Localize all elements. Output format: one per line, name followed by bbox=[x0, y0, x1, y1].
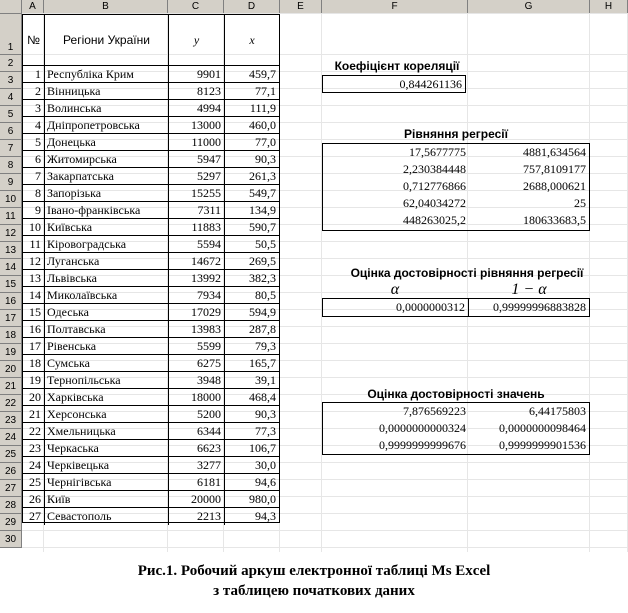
gridline-row bbox=[22, 547, 628, 548]
region-number[interactable]: 20 bbox=[23, 389, 45, 406]
region-name[interactable]: Сумська bbox=[45, 355, 169, 372]
region-y[interactable]: 5947 bbox=[169, 151, 225, 168]
region-x[interactable]: 79,3 bbox=[225, 338, 279, 355]
regression-box bbox=[322, 143, 590, 231]
region-number[interactable]: 26 bbox=[23, 491, 45, 508]
region-y[interactable]: 13000 bbox=[169, 117, 225, 134]
region-name[interactable]: Севастополь bbox=[45, 508, 169, 525]
region-y[interactable]: 14672 bbox=[169, 253, 225, 270]
region-x[interactable]: 460,0 bbox=[225, 117, 279, 134]
region-number[interactable]: 1 bbox=[23, 66, 45, 83]
region-x[interactable]: 287,8 bbox=[225, 321, 279, 338]
region-x[interactable]: 269,5 bbox=[225, 253, 279, 270]
region-name[interactable]: Миколаївська bbox=[45, 287, 169, 304]
row-header-25[interactable]: 25 bbox=[0, 446, 22, 463]
row-header-4[interactable]: 4 bbox=[0, 89, 22, 106]
region-name[interactable]: Херсонська bbox=[45, 406, 169, 423]
reliability-equation-box bbox=[322, 298, 590, 317]
region-name[interactable]: Закарпатська bbox=[45, 168, 169, 185]
region-name[interactable]: Харківська bbox=[45, 389, 169, 406]
header-number: № bbox=[23, 15, 45, 66]
region-x[interactable]: 261,3 bbox=[225, 168, 279, 185]
region-name[interactable]: Луганська bbox=[45, 253, 169, 270]
region-number[interactable]: 5 bbox=[23, 134, 45, 151]
row-header-10[interactable]: 10 bbox=[0, 191, 22, 208]
reliability-values-cell[interactable]: 0,9999999901536 bbox=[499, 438, 586, 452]
region-name[interactable]: Кіровоградська bbox=[45, 236, 169, 253]
region-y[interactable]: 7934 bbox=[169, 287, 225, 304]
region-y[interactable]: 7311 bbox=[169, 202, 225, 219]
region-y[interactable]: 11000 bbox=[169, 134, 225, 151]
region-x[interactable]: 382,3 bbox=[225, 270, 279, 287]
row-header-15[interactable]: 15 bbox=[0, 276, 22, 293]
region-y[interactable]: 5594 bbox=[169, 236, 225, 253]
region-y[interactable]: 17029 bbox=[169, 304, 225, 321]
row-header-16[interactable]: 16 bbox=[0, 293, 22, 310]
region-x[interactable]: 50,5 bbox=[225, 236, 279, 253]
region-number[interactable]: 25 bbox=[23, 474, 45, 491]
region-name[interactable]: Запорізька bbox=[45, 185, 169, 202]
region-x[interactable]: 590,7 bbox=[225, 219, 279, 236]
region-y[interactable]: 5200 bbox=[169, 406, 225, 423]
row-header-18[interactable]: 18 bbox=[0, 327, 22, 344]
region-x[interactable]: 77,0 bbox=[225, 134, 279, 151]
correlation-value[interactable]: 0,844261136 bbox=[399, 77, 462, 91]
region-name[interactable]: Дніпропетровська bbox=[45, 117, 169, 134]
region-y[interactable]: 3948 bbox=[169, 372, 225, 389]
row-header-28[interactable]: 28 bbox=[0, 497, 22, 514]
select-all-corner[interactable] bbox=[0, 0, 22, 14]
row-header-6[interactable]: 6 bbox=[0, 123, 22, 140]
column-header-f[interactable]: F bbox=[322, 0, 468, 14]
header-x: x bbox=[225, 15, 279, 66]
row-header-27[interactable]: 27 bbox=[0, 480, 22, 497]
region-x[interactable]: 134,9 bbox=[225, 202, 279, 219]
row-header-23[interactable]: 23 bbox=[0, 412, 22, 429]
region-number[interactable]: 7 bbox=[23, 168, 45, 185]
alpha-value[interactable]: 0,0000000312 bbox=[323, 299, 469, 316]
row-header-20[interactable]: 20 bbox=[0, 361, 22, 378]
regression-cell[interactable]: 25 bbox=[574, 196, 586, 210]
region-x[interactable]: 594,9 bbox=[225, 304, 279, 321]
region-number[interactable]: 24 bbox=[23, 457, 45, 474]
region-number[interactable]: 13 bbox=[23, 270, 45, 287]
region-y[interactable]: 5297 bbox=[169, 168, 225, 185]
row-header-22[interactable]: 22 bbox=[0, 395, 22, 412]
region-name[interactable]: Житомирська bbox=[45, 151, 169, 168]
region-number[interactable]: 6 bbox=[23, 151, 45, 168]
region-y[interactable]: 4994 bbox=[169, 100, 225, 117]
region-x[interactable]: 80,5 bbox=[225, 287, 279, 304]
region-y[interactable]: 6181 bbox=[169, 474, 225, 491]
row-header-26[interactable]: 26 bbox=[0, 463, 22, 480]
row-header-13[interactable]: 13 bbox=[0, 242, 22, 259]
region-x[interactable]: 549,7 bbox=[225, 185, 279, 202]
region-y[interactable]: 11883 bbox=[169, 219, 225, 236]
region-x[interactable]: 459,7 bbox=[225, 66, 279, 83]
row-header-19[interactable]: 19 bbox=[0, 344, 22, 361]
regression-cell[interactable]: 2688,000621 bbox=[523, 179, 586, 193]
reliability-values-label: Оцінка достовірності значень bbox=[367, 387, 545, 401]
region-number[interactable]: 14 bbox=[23, 287, 45, 304]
region-x[interactable]: 980,0 bbox=[225, 491, 279, 508]
correlation-label: Коефіцієнт кореляції bbox=[334, 59, 460, 73]
row-header-5[interactable]: 5 bbox=[0, 106, 22, 123]
region-y[interactable]: 5599 bbox=[169, 338, 225, 355]
region-name[interactable]: Київ bbox=[45, 491, 169, 508]
region-name[interactable]: Чернігівська bbox=[45, 474, 169, 491]
region-number[interactable]: 27 bbox=[23, 508, 45, 525]
row-header-30[interactable]: 30 bbox=[0, 531, 22, 548]
row-header-17[interactable]: 17 bbox=[0, 310, 22, 327]
region-number[interactable]: 21 bbox=[23, 406, 45, 423]
reliability-values-cell[interactable]: 7,876569223 bbox=[403, 404, 466, 418]
row-header-14[interactable]: 14 bbox=[0, 259, 22, 276]
row-header-29[interactable]: 29 bbox=[0, 514, 22, 531]
region-number[interactable]: 11 bbox=[23, 236, 45, 253]
region-y[interactable]: 20000 bbox=[169, 491, 225, 508]
region-y[interactable]: 18000 bbox=[169, 389, 225, 406]
regression-cell[interactable]: 448263025,2 bbox=[403, 213, 466, 227]
region-y[interactable]: 13992 bbox=[169, 270, 225, 287]
regression-cell[interactable]: 62,04034272 bbox=[403, 196, 466, 210]
region-number[interactable]: 9 bbox=[23, 202, 45, 219]
column-header-b[interactable]: B bbox=[44, 0, 168, 14]
column-header-g[interactable]: G bbox=[468, 0, 590, 14]
region-name[interactable]: Львівська bbox=[45, 270, 169, 287]
region-name[interactable]: Республіка Крим bbox=[45, 66, 169, 83]
reliability-values-cell[interactable]: 0,0000000000324 bbox=[379, 421, 466, 435]
row-header-7[interactable]: 7 bbox=[0, 140, 22, 157]
region-number[interactable]: 22 bbox=[23, 423, 45, 440]
row-header-3[interactable]: 3 bbox=[0, 72, 22, 89]
region-x[interactable]: 468,4 bbox=[225, 389, 279, 406]
column-header-a[interactable]: A bbox=[22, 0, 44, 14]
region-x[interactable]: 30,0 bbox=[225, 457, 279, 474]
row-header-9[interactable]: 9 bbox=[0, 174, 22, 191]
reliability-values-cell[interactable]: 0,0000000098464 bbox=[499, 421, 586, 435]
gridline-row bbox=[22, 530, 628, 531]
region-number[interactable]: 2 bbox=[23, 83, 45, 100]
row-header-1[interactable]: 1 bbox=[0, 14, 22, 55]
regression-cell[interactable]: 17,5677775 bbox=[409, 145, 466, 159]
region-number[interactable]: 10 bbox=[23, 219, 45, 236]
region-name[interactable]: Вінницька bbox=[45, 83, 169, 100]
region-x[interactable]: 106,7 bbox=[225, 440, 279, 457]
region-x[interactable]: 77,1 bbox=[225, 83, 279, 100]
row-header-24[interactable]: 24 bbox=[0, 429, 22, 446]
region-x[interactable]: 165,7 bbox=[225, 355, 279, 372]
region-y[interactable]: 13983 bbox=[169, 321, 225, 338]
figure-caption-line1: Рис.1. Робочий аркуш електронної таблиці Ms Excel bbox=[137, 563, 491, 579]
row-header-8[interactable]: 8 bbox=[0, 157, 22, 174]
region-name[interactable]: Тернопільська bbox=[45, 372, 169, 389]
row-header-12[interactable]: 12 bbox=[0, 225, 22, 242]
region-x[interactable]: 39,1 bbox=[225, 372, 279, 389]
region-x[interactable]: 90,3 bbox=[225, 406, 279, 423]
region-number[interactable]: 18 bbox=[23, 355, 45, 372]
figure-caption-line2: з таблицею початкових даних bbox=[213, 583, 415, 599]
region-name[interactable]: Черківецька bbox=[45, 457, 169, 474]
reliability-values-cell[interactable]: 0,9999999999676 bbox=[379, 438, 466, 452]
regression-cell[interactable]: 757,8109177 bbox=[523, 162, 586, 176]
region-number[interactable]: 16 bbox=[23, 321, 45, 338]
header-y: y bbox=[169, 15, 225, 66]
region-x[interactable]: 94,3 bbox=[255, 509, 276, 523]
region-y[interactable]: 6275 bbox=[169, 355, 225, 372]
one-minus-alpha-value[interactable]: 0,99999996883828 bbox=[493, 300, 586, 314]
regions-table bbox=[22, 14, 280, 523]
column-header-h[interactable]: H bbox=[590, 0, 628, 14]
region-y[interactable]: 6344 bbox=[169, 423, 225, 440]
region-number[interactable]: 8 bbox=[23, 185, 45, 202]
region-y[interactable]: 3277 bbox=[169, 457, 225, 474]
region-x[interactable]: 94,6 bbox=[225, 474, 279, 491]
region-name[interactable]: Одеська bbox=[45, 304, 169, 321]
region-number[interactable]: 4 bbox=[23, 117, 45, 134]
reliability-values-box bbox=[322, 402, 590, 455]
regression-cell[interactable]: 0,712776866 bbox=[403, 179, 466, 193]
region-number[interactable]: 15 bbox=[23, 304, 45, 321]
row-header-2[interactable]: 2 bbox=[0, 55, 22, 72]
regression-cell[interactable]: 180633683,5 bbox=[523, 213, 586, 227]
region-x[interactable]: 111,9 bbox=[225, 100, 279, 117]
header-region: Регіони України bbox=[45, 15, 169, 66]
correlation-box bbox=[322, 75, 466, 93]
region-x[interactable]: 90,3 bbox=[225, 151, 279, 168]
region-name[interactable]: Полтавська bbox=[45, 321, 169, 338]
region-name[interactable]: Черкаська bbox=[45, 440, 169, 457]
region-name[interactable]: Рівенська bbox=[45, 338, 169, 355]
region-name[interactable]: Івано-франківська bbox=[45, 202, 169, 219]
region-y[interactable]: 8123 bbox=[169, 83, 225, 100]
column-header-d[interactable]: D bbox=[224, 0, 280, 14]
region-y[interactable]: 9901 bbox=[169, 66, 225, 83]
region-y[interactable]: 15255 bbox=[169, 185, 225, 202]
region-x[interactable]: 77,3 bbox=[225, 423, 279, 440]
region-y[interactable]: 6623 bbox=[169, 440, 225, 457]
region-number[interactable]: 12 bbox=[23, 253, 45, 270]
one-minus-alpha-label: 1 − α bbox=[511, 281, 547, 298]
regression-cell[interactable]: 4881,634564 bbox=[523, 145, 586, 159]
region-name[interactable]: Хмельницька bbox=[45, 423, 169, 440]
region-number[interactable]: 19 bbox=[23, 372, 45, 389]
reliability-values-cell[interactable]: 6,44175803 bbox=[529, 404, 586, 418]
region-name[interactable]: Волинська bbox=[45, 100, 169, 117]
regression-cell[interactable]: 2,230384448 bbox=[403, 162, 466, 176]
region-number[interactable]: 17 bbox=[23, 338, 45, 355]
reliability-equation-label: Оцінка достовірності рівняння регресії bbox=[350, 266, 584, 280]
column-header-e[interactable]: E bbox=[280, 0, 322, 14]
regression-label: Рівняння регресії bbox=[403, 127, 509, 141]
row-header-21[interactable]: 21 bbox=[0, 378, 22, 395]
region-name[interactable]: Київська bbox=[45, 219, 169, 236]
alpha-label: α bbox=[390, 281, 400, 298]
region-number[interactable]: 23 bbox=[23, 440, 45, 457]
region-name[interactable]: Донецька bbox=[45, 134, 169, 151]
region-number[interactable]: 3 bbox=[23, 100, 45, 117]
column-header-c[interactable]: C bbox=[168, 0, 224, 14]
row-header-11[interactable]: 11 bbox=[0, 208, 22, 225]
region-y[interactable]: 2213 bbox=[169, 508, 225, 525]
